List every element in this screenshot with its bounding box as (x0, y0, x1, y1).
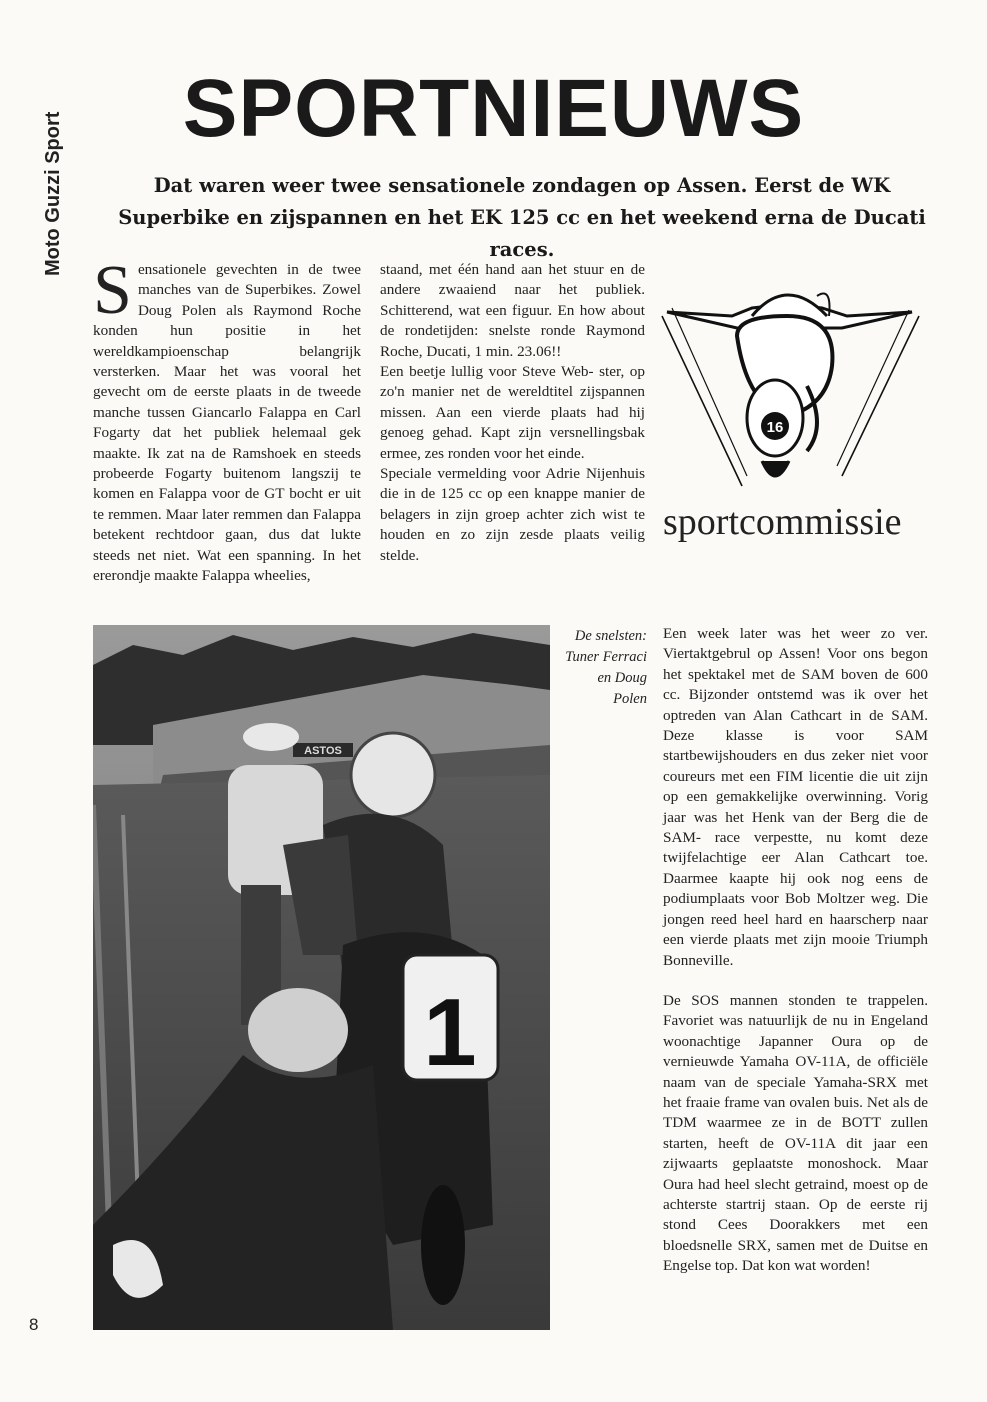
page-number: 8 (29, 1315, 39, 1334)
article-column-3 (663, 624, 928, 1277)
photo-caption: De snelsten: Tuner Ferraci en Doug Polen (565, 628, 647, 707)
photo-image (93, 625, 550, 1330)
column-1-text: ensationele gevechten in de twee manches van de Superbikes. Zowel Doug Polen als Raymond Roche konden hun positie in het wereldkampioenschap belangrijk versterken. Maar het was vooral het gevecht om de eerste plaats in de tweede manche tussen Giancarlo Falappa en Carl Fogarty dat het publiek helemaal gek maakte. Ik zat na de Ramshoek en steeds probeerde Fogarty buitenom langszij te komen en Falappa voor de GT bocht er uit te remmen. Maar later remmen dan Falappa betekent rechtdoor gaan, dus dat lukte steeds net niet. Wat een spanning. In het ererondje maakte Falappa wheelies, (93, 261, 361, 585)
article-column-1 (93, 252, 361, 587)
sportcommissie-logo (657, 276, 927, 506)
logo-drawing (657, 276, 927, 506)
drop-cap: S (93, 252, 132, 329)
logo-number: 16 (766, 419, 784, 436)
racing-photo (93, 625, 550, 1330)
article-column-2 (380, 260, 645, 566)
column-3-paragraph-1: Een week later was het weer zo ver. Viertaktgebrul op Assen! Voor ons begon het spektakel met de SAM boven de 600 cc. Bijzonder ontstemd was ik over het optreden van Alan Cathcart in de SAM. Deze klasse is voor SAM startbewijshouders en dus zeker niet voor coureurs met een FIM licentie die uit zijn op een gemakkelijke overwinning. Vorig jaar was het Henk van der Berg die de SAM- race verpestte, nu komt deze twijfelachtige eer Alan Cathcart toe. Daarmee kaapte hij ook nog eens de podiumplaats voor Bob Moltzer weg. Die jongen reed heel hard en haarscherp naar een vierde plaats met zijn mooie Triumph Bonneville. (663, 625, 928, 969)
section-label-text: Moto Guzzi Sport (42, 111, 64, 276)
page-title: SPORTNIEUWS (182, 63, 805, 154)
bike-number: 1 (423, 979, 477, 1086)
column-2-paragraph-2: Een beetje lullig voor Steve Web- ster, op zo'n manier net de wereldtitel zijspannen missen. Aan een vierde plaats had hij genoeg gehad. Kapt zijn versnellingsbak ermee, zes ronden voor het einde. (380, 363, 645, 462)
logo-wordmark: sportcommissie (663, 501, 902, 543)
column-2-paragraph-3: Speciale vermelding voor Adrie Nijenhuis die in de 125 cc op een knappe manier de belagers in zijn groep achter zich wist te houden en zo zijn zesde plaats veilig stelde. (380, 465, 645, 564)
intro-text: Dat waren weer twee sensationele zondagen op Assen. Eerst de WK Superbike en zijspannen en het EK 125 cc en het weekend erna de Ducati races. (118, 174, 926, 261)
photo-sign: ASTOS (304, 745, 342, 757)
column-2-paragraph-1: staand, met één hand aan het stuur en de andere zwaaiend naar het publiek. Schitterend, wat een figuur. En how about de rondetijden: snelste ronde Raymond Roche, Ducati, 1 min. 23.06!! (380, 261, 645, 360)
column-3-paragraph-2: De SOS mannen stonden te trappelen. Favoriet was natuurlijk de nu in Engeland woonachtige Japanner Oura op de vernieuwde Yamaha OV-11A, de officiële naam van de speciale Yamaha-SRX met het fraaie frame van ovalen buis. Net als de TDM waarmee ze in de BOTT zullen starten, heeft de OV-11A dit jaar een zijwaarts geplaatste monoshock. Maar Oura had heel slecht getraind, moest op de achterste startrij staan. Op de eerste rij stond Cees Doorakkers met een bloedsnelle SRX, samen met de Duitse en Engelse top. Dat kon wat worden! (663, 991, 928, 1275)
